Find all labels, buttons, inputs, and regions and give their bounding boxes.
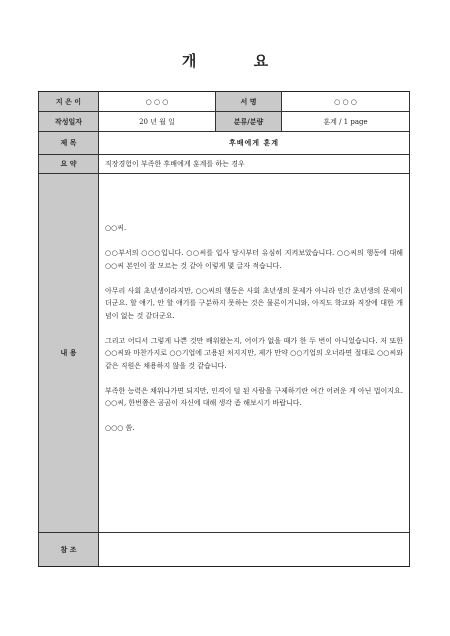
subject-value: 후배에게 훈계: [99, 132, 410, 155]
summary-label: 요 약: [39, 155, 99, 174]
content-paragraph: 부족한 능력은 채워나가면 되지만, 인격이 덜 된 사람을 구제하기란 여간 어려운 게 아닌 법이지요. ○○씨, 한번쯤은 곰곰이 자신에 대해 생각 좀 해보시기 바랍니다.: [105, 386, 403, 407]
author-value: ○ ○ ○: [99, 92, 216, 112]
reference-value: [99, 533, 410, 567]
form-table: [38, 91, 410, 567]
reference-label: 참 조: [39, 533, 99, 567]
content-paragraph: 그리고 어디서 그렇게 나쁜 것만 배워왔는지, 어이가 없을 때가 한 두 번이 아니었습니다. 저 또한 ○○씨와 마찬가지로 ○○기업에 고용된 처지지만, 제가 만약 ○○기업의 오너라면 절대로 ○○씨와 같은 직원은 채용하지 않을 것 같습니다.: [105, 336, 403, 370]
author-label: 지 은 이: [39, 92, 99, 112]
subject-label: 제 목: [39, 132, 99, 155]
content-label: 내 용: [39, 174, 99, 533]
date-label: 작성일자: [39, 112, 99, 132]
date-value: 20 년 월 일: [99, 112, 216, 132]
document-title: 개 요: [181, 52, 295, 70]
signature-label: 서 명: [216, 92, 282, 112]
content-body: [99, 174, 410, 533]
category-label: 분류/분량: [216, 112, 282, 132]
content-paragraph: ○○○ 씀.: [105, 424, 135, 432]
content-paragraph: ○○부서의 ○○○입니다. ○○씨를 입사 당시부터 유심히 지켜보았습니다. ○○씨의 행동에 대해 ○○씨 본인이 잘 모르는 것 같아 이렇게 몇 글자 적습니다.: [105, 249, 403, 270]
summary-value: 직장경험이 부족한 후배에게 훈계를 하는 경우: [99, 155, 410, 174]
content-paragraph: ○○씨.: [105, 224, 127, 232]
category-value: 훈계 / 1 page: [282, 112, 410, 132]
signature-value: ○ ○ ○: [282, 92, 410, 112]
content-paragraph: 아무리 사회 초년생이라지만, ○○씨의 행동은 사회 초년생의 문제가 아니라 인간 초년생의 문제이더군요. 할 얘기, 안 할 얘기를 구분하지 못하는 것은 물론이거니와, 아직도 학교와 직장에 대한 개념이 없는 것 같더군요.: [105, 286, 403, 320]
